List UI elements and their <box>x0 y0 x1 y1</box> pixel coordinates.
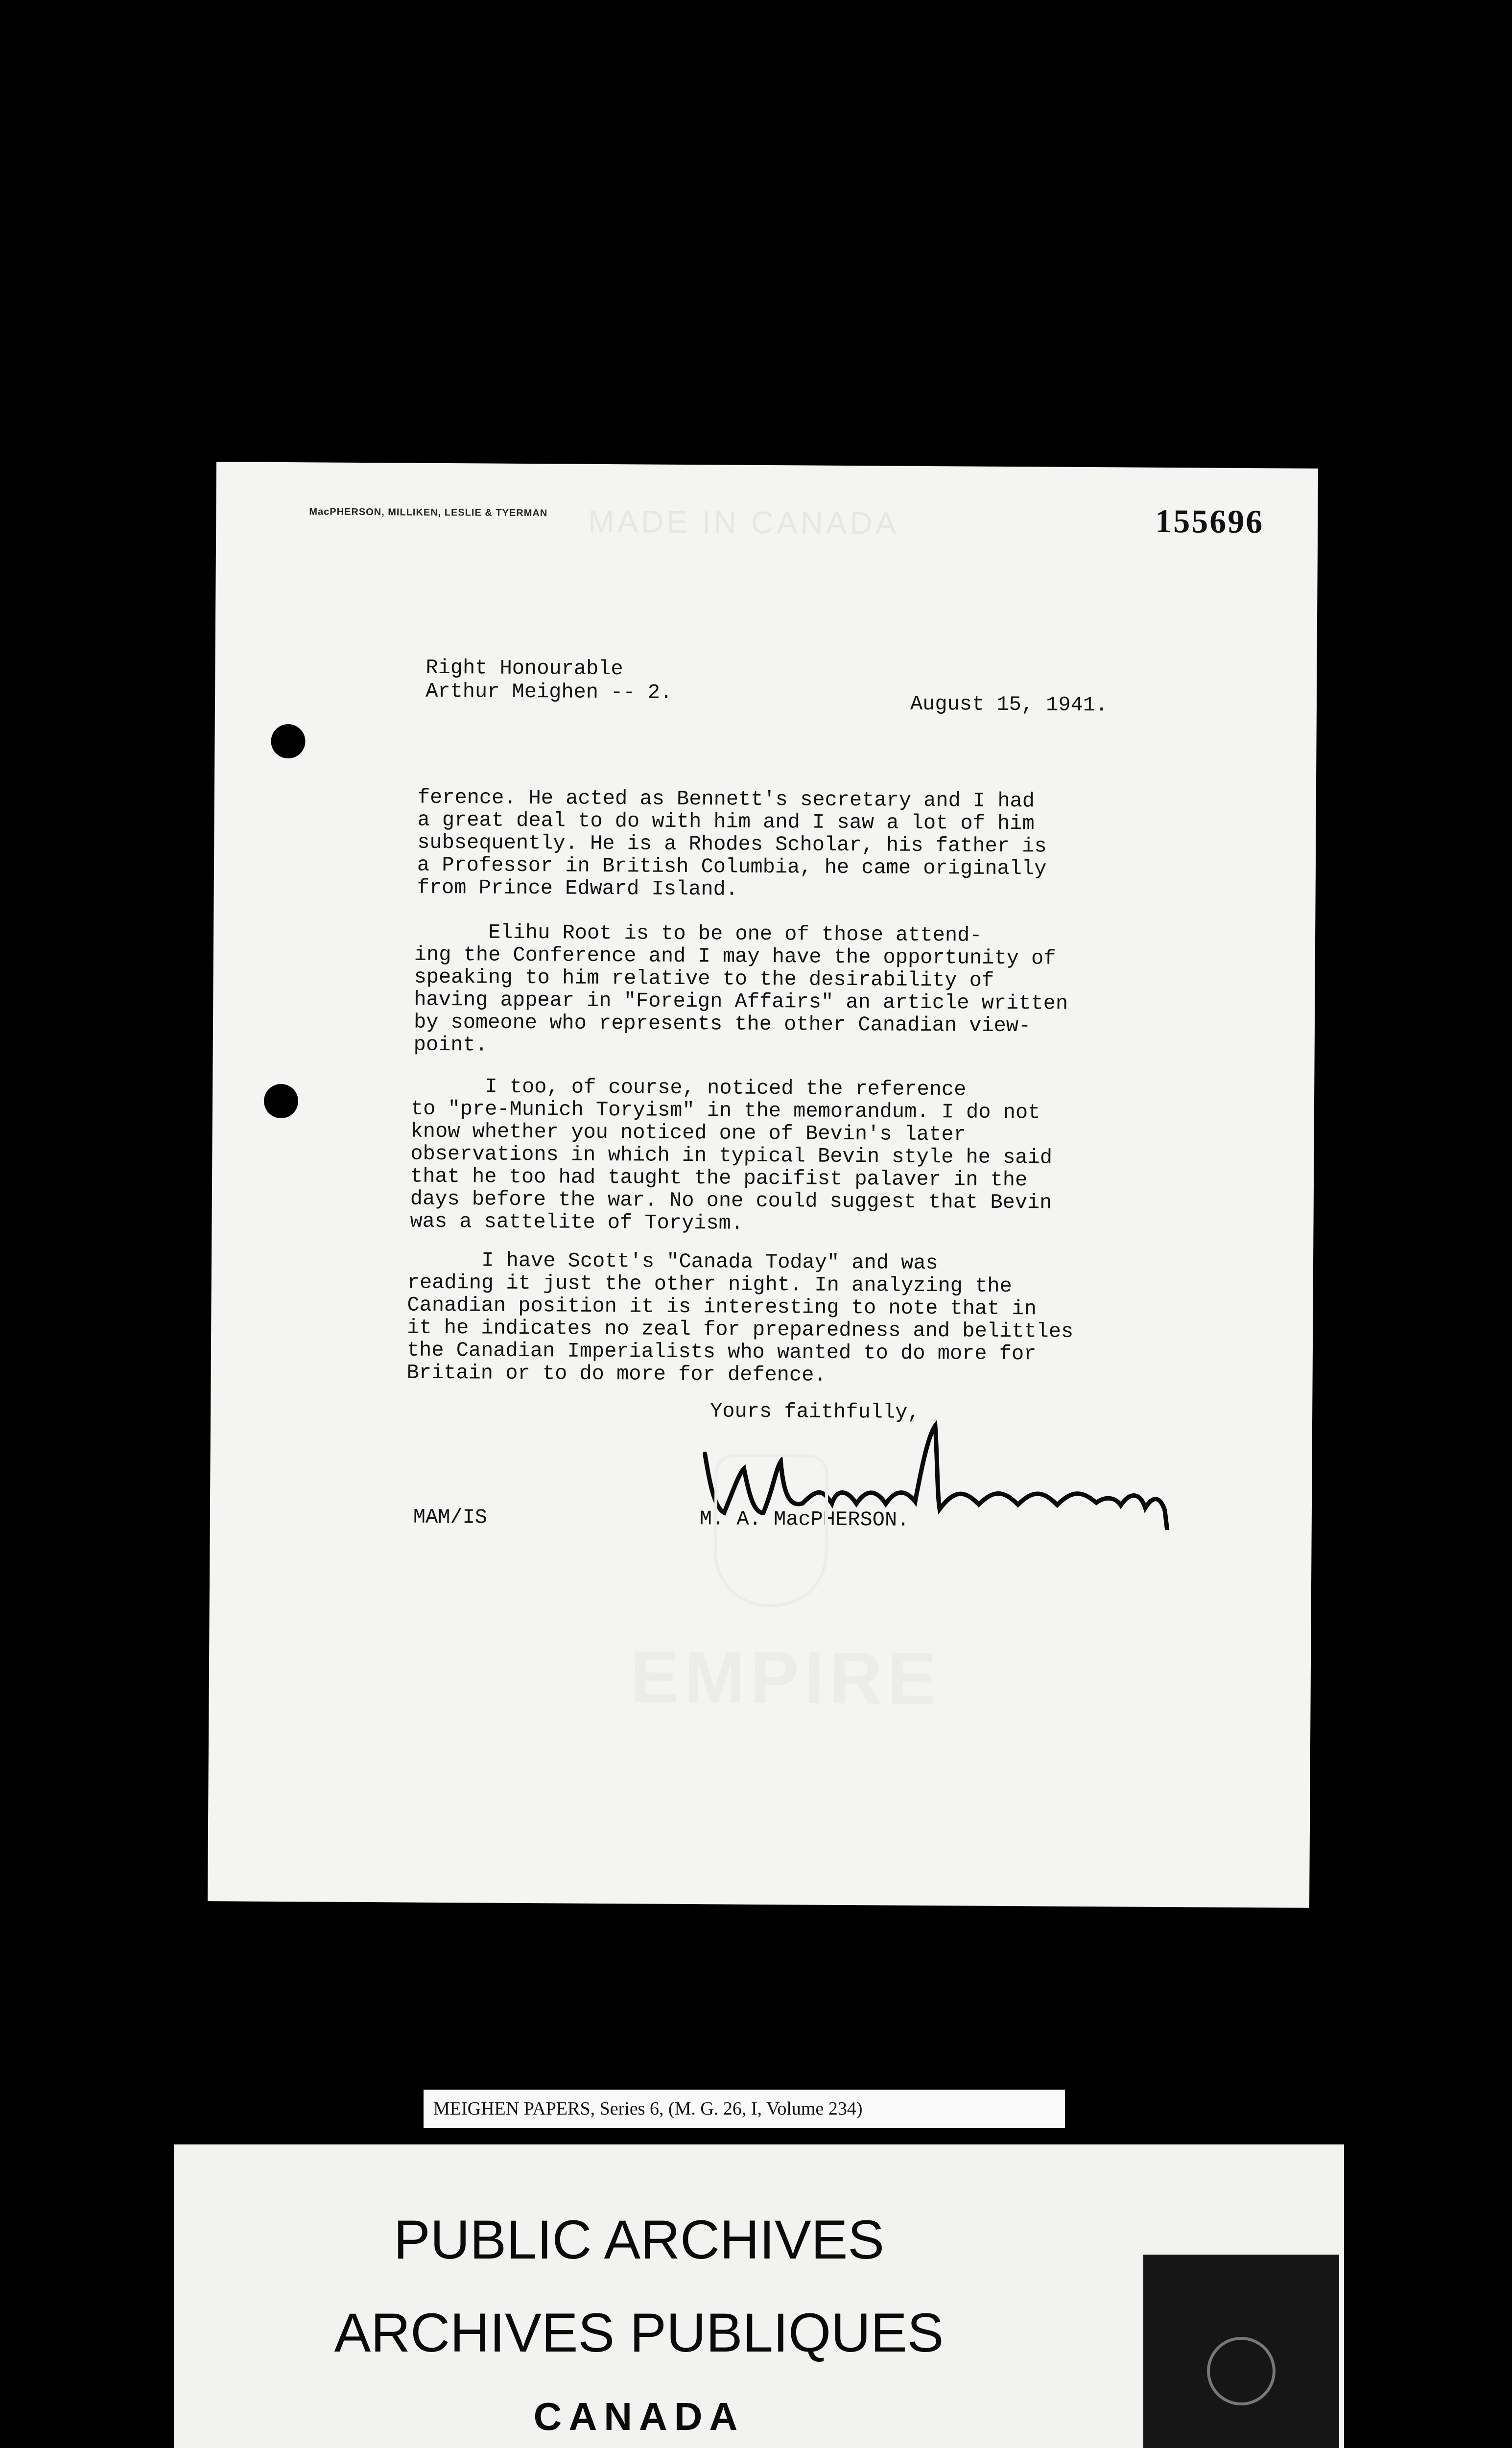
paragraph-3-line: to "pre-Munich Toryism" in the memorandum. I do not <box>410 1097 1040 1125</box>
paragraph-2-line: Elihu Root is to be one of those attend- <box>414 920 982 947</box>
archive-emblem <box>1143 2255 1339 2448</box>
paper-watermark-word: EMPIRE <box>630 1635 942 1720</box>
paper-watermark-top: MADE IN CANADA <box>588 503 899 541</box>
typist-initials: MAM/IS <box>413 1505 488 1530</box>
paragraph-4-line: it he indicates no zeal for preparedness and belittles <box>407 1316 1074 1343</box>
paragraph-1-line: subsequently. He is a Rhodes Scholar, his father is <box>417 830 1047 858</box>
paragraph-2-line: speaking to him relative to the desirability of <box>414 965 994 992</box>
paragraph-4-line: I have Scott's "Canada Today" and was <box>407 1248 938 1275</box>
paragraph-4-line: the Canadian Imperialists who wanted to do more for <box>406 1338 1037 1366</box>
archive-card <box>174 2144 1344 2448</box>
paragraph-1-line: ference. He acted as Bennett's secretary and I had <box>417 785 1035 813</box>
paragraph-4-line: reading it just the other night. In analyzing the <box>407 1271 1012 1298</box>
paragraph-2-line: ing the Conference and I may have the opportunity of <box>414 942 1056 970</box>
punch-hole-bottom <box>264 1084 298 1118</box>
archive-title-french: ARCHIVES PUBLIQUES <box>334 2302 944 2363</box>
paragraph-1-line: a great deal to do with him and I saw a lot of him <box>417 808 1035 836</box>
punch-hole-top <box>271 724 305 758</box>
closing-salutation: Yours faithfully, <box>710 1399 920 1424</box>
paragraph-2-line: having appear in "Foreign Affairs" an article written <box>414 988 1068 1015</box>
recipient-line-1: Right Honourable <box>425 656 623 681</box>
letterhead-firm-name: MacPHERSON, MILLIKEN, LESLIE & TYERMAN <box>309 506 548 519</box>
archive-title-english: PUBLIC ARCHIVES <box>393 2209 885 2270</box>
signatory-name: M. A. MacPHERSON. <box>699 1507 910 1532</box>
archive-logo-icon <box>1207 2337 1276 2405</box>
paragraph-1-line: from Prince Edward Island. <box>417 875 738 901</box>
recipient-line-2: Arthur Meighen -- 2. <box>425 679 673 705</box>
paragraph-3-line: was a sattelite of Toryism. <box>410 1209 744 1235</box>
letter-page <box>208 462 1318 1908</box>
document-number: 155696 <box>1155 502 1264 541</box>
archive-country: CANADA <box>533 2395 745 2438</box>
series-label: MEIGHEN PAPERS, Series 6, (M. G. 26, I, Volume 234) <box>424 2090 1065 2128</box>
paragraph-3-line: days before the war. No one could suggest that Bevin <box>410 1187 1052 1215</box>
paragraph-2-line: point. <box>413 1033 488 1057</box>
paragraph-3-line: know whether you noticed one of Bevin's later <box>410 1119 966 1147</box>
paragraph-4-line: Britain or to do more for defence. <box>406 1361 827 1387</box>
paragraph-3-line: observations in which in typical Bevin style he said <box>410 1142 1053 1170</box>
paragraph-1-line: a Professor in British Columbia, he came originally <box>417 853 1047 881</box>
paragraph-4-line: Canadian position it is interesting to note that in <box>407 1293 1037 1321</box>
letter-date: August 15, 1941. <box>910 692 1108 717</box>
paragraph-2-line: by someone who represents the other Canadian view- <box>413 1010 1031 1038</box>
paragraph-3-line: that he too had taught the pacifist palaver in the <box>410 1164 1028 1192</box>
paper-watermark-crest <box>714 1454 828 1607</box>
paragraph-3-line: I too, of course, noticed the reference <box>411 1074 967 1102</box>
